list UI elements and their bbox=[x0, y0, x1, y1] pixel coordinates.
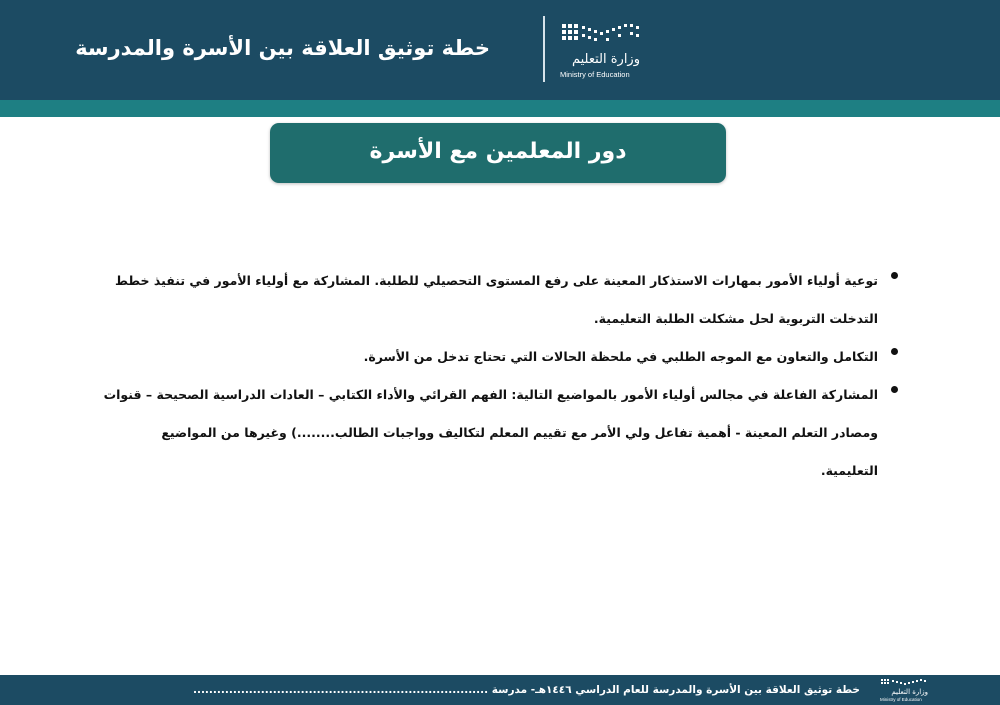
bullet-dot-icon bbox=[891, 348, 898, 355]
footer-logo-arabic-text: وزارة التعليم bbox=[891, 688, 928, 696]
footer-logo-icon bbox=[880, 678, 928, 688]
footer-text: خطة توثيق العلاقة بين الأسرة والمدرسة للعام الدراسي ١٤٤٦هـ- مدرسة .......................................................................... bbox=[192, 684, 860, 696]
ministry-logo bbox=[560, 22, 650, 82]
bullet-item bbox=[100, 338, 900, 376]
bullet-item bbox=[100, 376, 900, 490]
header-divider bbox=[543, 16, 545, 82]
header-stripe bbox=[0, 100, 1000, 117]
bullet-list bbox=[100, 262, 900, 490]
bullet-item bbox=[100, 262, 900, 338]
section-title: دور المعلمين مع الأسرة bbox=[369, 139, 627, 164]
logo-english-text: Ministry of Education bbox=[560, 70, 630, 79]
bullet-text: التكامل والتعاون مع الموجه الطلبي في ملحظة الحالات التي تحتاج تدخل من الأسرة. bbox=[363, 349, 878, 364]
footer-ministry-logo bbox=[880, 678, 950, 704]
bullet-dot-icon bbox=[891, 272, 898, 279]
bullet-text: توعية أولياء الأمور بمهارات الاستذكار المعينة على رفع المستوى التحصيلي للطلبة. المشاركة مع أولياء الأمور في تنفيذ خطط التدخلت التربوية لحل مشكلت الطلبة التعليمية. bbox=[114, 273, 878, 326]
footer-bar bbox=[0, 675, 1000, 705]
bullet-dot-icon bbox=[891, 386, 898, 393]
ministry-logo-icon bbox=[560, 22, 644, 48]
header-title: خطة توثيق العلاقة بين الأسرة والمدرسة bbox=[75, 36, 490, 60]
header-bar bbox=[0, 0, 1000, 100]
logo-arabic-text: وزارة التعليم bbox=[571, 52, 640, 67]
bullet-text: المشاركة الفاعلة في مجالس أولياء الأمور بالمواضيع التالية: الفهم القرائي والأداء الكتابي – العادات الدراسية الصحيحة – قنوات ومصادر التعلم المعينة - أهمية تفاعل ولي الأمر مع تقييم المعلم لتكاليف وواجبات الطالب........) وغيرها من المواضيع التعليمية. bbox=[103, 387, 878, 478]
footer-logo-english-text: Ministry of Education bbox=[880, 697, 922, 702]
section-title-box bbox=[270, 123, 726, 183]
